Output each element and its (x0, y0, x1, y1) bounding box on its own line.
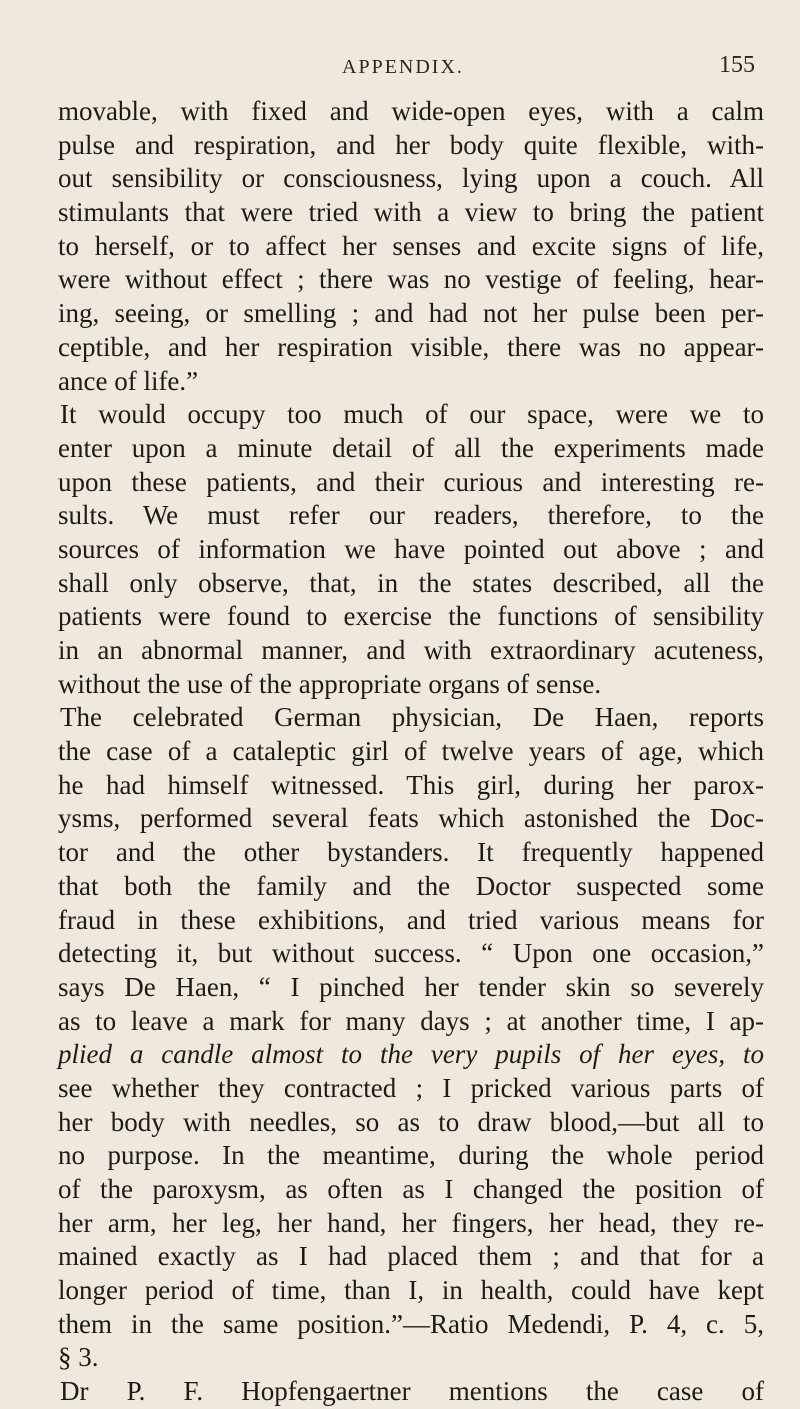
text-line: patients were found to exercise the functions of sensibility (58, 601, 764, 632)
text-line: § 3. (58, 1342, 99, 1373)
text-line: fraud in these exhibitions, and tried various means for (58, 904, 764, 935)
text-line: movable, with fixed and wide-open eyes, with a calm (58, 96, 764, 126)
text-line: her body with needles, so as to draw blood,—but all to (58, 1106, 764, 1137)
text-line: ceptible, and her respiration visible, there was no appear- (58, 331, 764, 362)
paragraph-start-line: It would occupy too much of our space, were we to (60, 399, 764, 430)
text-line: them in the same position.”—Ratio Medendi, P. 4, c. 5, (58, 1308, 764, 1339)
text-line: ysms, performed several feats which astonished the Doc- (58, 803, 764, 834)
text-line: without the use of the appropriate organs of sense. (58, 668, 602, 699)
text-line: says De Haen, “ I pinched her tender skin so severely (58, 971, 764, 1002)
text-line: out sensibility or consciousness, lying upon a couch. All (58, 163, 764, 194)
body-text (58, 95, 764, 1409)
text-line: enter upon a minute detail of all the experiments made (58, 432, 764, 463)
running-title: APPENDIX. (342, 56, 464, 78)
text-line: upon these patients, and their curious and interesting re- (58, 466, 764, 497)
text-line: her arm, her leg, her hand, her fingers, her head, they re- (58, 1207, 764, 1238)
text-line: ing, seeing, or smelling ; and had not her pulse been per- (58, 298, 764, 329)
text-line: no purpose. In the meantime, during the whole period (58, 1140, 764, 1171)
text-line: of the paroxysm, as often as I changed the position of (58, 1174, 764, 1204)
text-line: the case of a cataleptic girl of twelve years of age, which (58, 736, 764, 767)
text-line: he had himself witnessed. This girl, during her parox- (58, 769, 764, 800)
text-line: mained exactly as I had placed them ; and that for a (58, 1241, 764, 1272)
text-line: shall only observe, that, in the states described, all the (58, 567, 764, 598)
text-line: longer period of time, than I, in health, could have kept (58, 1275, 764, 1306)
text-line: see whether they contracted ; I pricked various parts of (58, 1072, 764, 1103)
paragraph-start-line: Dr P. F. Hopfengaertner mentions the case of (60, 1376, 764, 1407)
text-line: were without effect ; there was no vestige of feeling, hear- (58, 264, 764, 295)
text-line: sults. We must refer our readers, therefore, to the (58, 500, 764, 531)
page-number: 155 (719, 52, 755, 78)
text-line: detecting it, but without success. “ Upon one occasion,” (58, 938, 764, 969)
text-line: tor and the other bystanders. It frequently happened (58, 837, 764, 868)
text-line: pulse and respiration, and her body quite flexible, with- (58, 129, 764, 160)
text-line: plied a candle almost to the very pupils of her eyes, to (58, 1039, 764, 1070)
text-line: to herself, or to affect her senses and excite signs of life, (58, 230, 764, 261)
text-line: stimulants that were tried with a view to bring the patient (58, 197, 764, 228)
text-line: in an abnormal manner, and with extraordinary acuteness, (58, 635, 764, 665)
text-line: that both the family and the Doctor suspected some (58, 870, 764, 901)
paragraph-start-line: The celebrated German physician, De Haen, reports (60, 702, 764, 733)
text-line: sources of information we have pointed out above ; and (58, 533, 764, 564)
text-line: as to leave a mark for many days ; at another time, I ap- (58, 1005, 764, 1036)
running-header (0, 52, 800, 86)
text-line: ance of life.” (58, 365, 199, 396)
